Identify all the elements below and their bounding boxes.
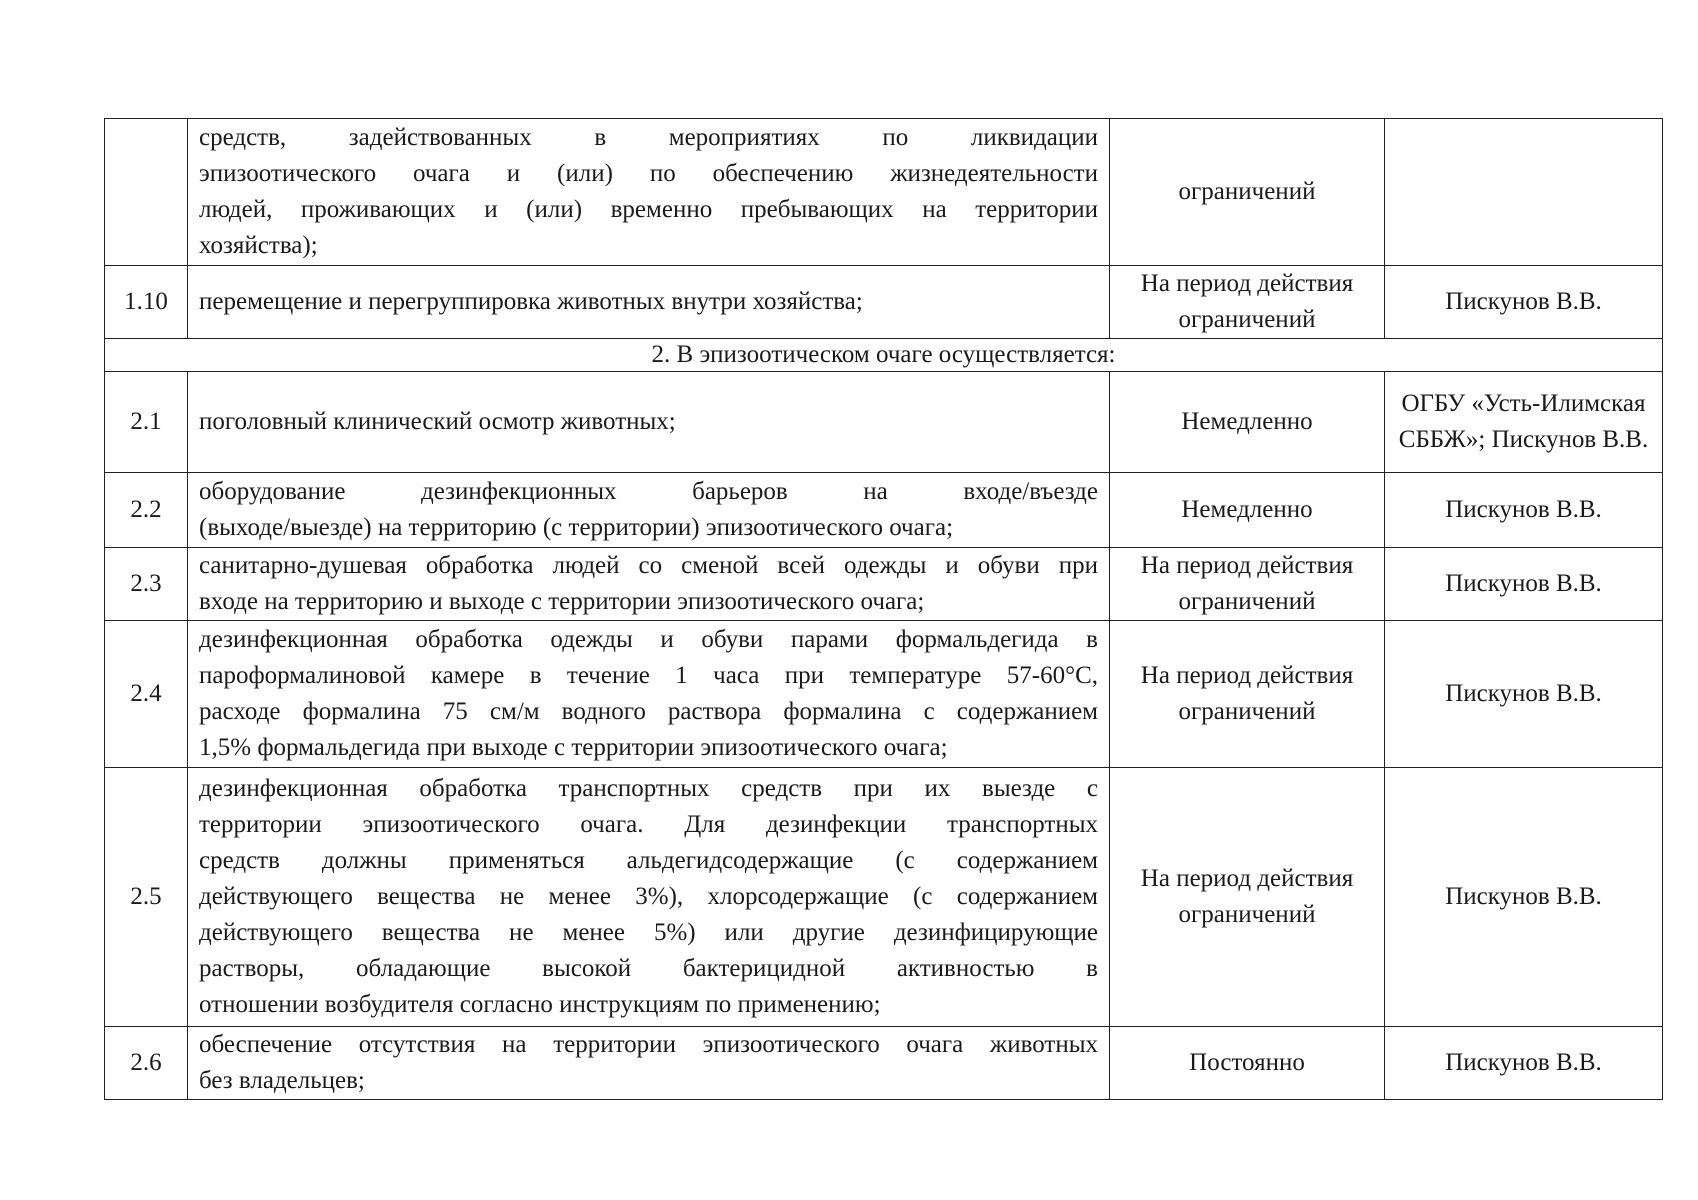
measure-term: Немедленно <box>1110 473 1385 548</box>
measure-text <box>188 1027 1110 1100</box>
text-line: действующего вещества не менее 3%), хлорсодержащие (с содержанием <box>199 883 1098 910</box>
text-line: дезинфекционная обработка транспортных средств при их выезде с <box>199 775 1098 802</box>
measure-text <box>188 266 1110 339</box>
measure-text <box>188 119 1110 266</box>
table-row <box>105 119 1663 266</box>
measure-responsible: Пискунов В.В. <box>1385 548 1663 621</box>
text-line: средств, задействованных в мероприятиях по ликвидации <box>199 124 1098 151</box>
text-line: дезинфекционная обработка одежды и обуви парами формальдегида в <box>199 626 1098 653</box>
text-line: людей, проживающих и (или) временно пребывающих на территории <box>199 196 1098 223</box>
text-line: территории эпизоотического очага. Для дезинфекции транспортных <box>199 811 1098 838</box>
measure-term: Немедленно <box>1110 372 1385 473</box>
measure-responsible <box>1385 119 1663 266</box>
row-number: 2.1 <box>105 372 188 473</box>
text-line: отношении возбудителя согласно инструкциям по применению; <box>199 991 881 1018</box>
row-number <box>105 119 188 266</box>
table-row <box>105 621 1663 768</box>
measure-responsible: Пискунов В.В. <box>1385 1027 1663 1100</box>
text-line: эпизоотического очага и (или) по обеспечению жизнедеятельности <box>199 160 1098 187</box>
measure-responsible: Пискунов В.В. <box>1385 266 1663 339</box>
text-line: перемещение и перегруппировка животных внутри хозяйства; <box>199 288 863 315</box>
text-line: без владельцев; <box>199 1067 365 1094</box>
measure-responsible: Пискунов В.В. <box>1385 768 1663 1027</box>
table-row <box>105 372 1663 473</box>
row-number: 2.5 <box>105 768 188 1027</box>
text-line: 1,5% формальдегида при выходе с территории эпизоотического очага; <box>199 734 948 761</box>
text-line: поголовный клинический осмотр животных; <box>199 408 676 435</box>
text-line: (выходе/выезде) на территорию (с территории) эпизоотического очага; <box>199 514 954 541</box>
measure-responsible: Пискунов В.В. <box>1385 621 1663 768</box>
table-row <box>105 548 1663 621</box>
measure-text <box>188 548 1110 621</box>
table-row <box>105 266 1663 339</box>
measure-term: Постоянно <box>1110 1027 1385 1100</box>
measure-term: На период действия ограничений <box>1110 621 1385 768</box>
measures-table <box>104 118 1663 1100</box>
row-number: 1.10 <box>105 266 188 339</box>
text-line: действующего вещества не менее 5%) или другие дезинфицирующие <box>199 919 1098 946</box>
row-number: 2.4 <box>105 621 188 768</box>
section-heading: 2. В эпизоотическом очаге осуществляется: <box>105 339 1663 372</box>
table-row <box>105 473 1663 548</box>
measure-term: На период действия ограничений <box>1110 266 1385 339</box>
text-line: пароформалиновой камере в течение 1 часа при температуре 57-60°С, <box>199 662 1098 689</box>
text-line: входе на территорию и выходе с территории эпизоотического очага; <box>199 588 925 615</box>
table-row <box>105 1027 1663 1100</box>
measure-responsible: Пискунов В.В. <box>1385 473 1663 548</box>
row-number: 2.6 <box>105 1027 188 1100</box>
text-line: обеспечение отсутствия на территории эпизоотического очага животных <box>199 1031 1098 1058</box>
row-number: 2.2 <box>105 473 188 548</box>
text-line: расходе формалина 75 см/м водного раствора формалина с содержанием <box>199 698 1098 725</box>
section-row <box>105 339 1663 372</box>
measure-term: На период действия ограничений <box>1110 768 1385 1027</box>
measure-text <box>188 768 1110 1027</box>
measure-term: ограничений <box>1110 119 1385 266</box>
text-line: средств должны применяться альдегидсодержащие (с содержанием <box>199 847 1098 874</box>
measure-text <box>188 473 1110 548</box>
text-line: растворы, обладающие высокой бактерицидной активностью в <box>199 955 1098 982</box>
measure-term: На период действия ограничений <box>1110 548 1385 621</box>
text-line: оборудование дезинфекционных барьеров на входе/въезде <box>199 478 1098 505</box>
text-line: санитарно-душевая обработка людей со сменой всей одежды и обуви при <box>199 552 1098 579</box>
row-number: 2.3 <box>105 548 188 621</box>
measure-text <box>188 372 1110 473</box>
table-row <box>105 768 1663 1027</box>
measure-responsible: ОГБУ «Усть-Илимская СББЖ»; Пискунов В.В. <box>1385 372 1663 473</box>
text-line: хозяйства); <box>199 232 318 259</box>
measure-text <box>188 621 1110 768</box>
